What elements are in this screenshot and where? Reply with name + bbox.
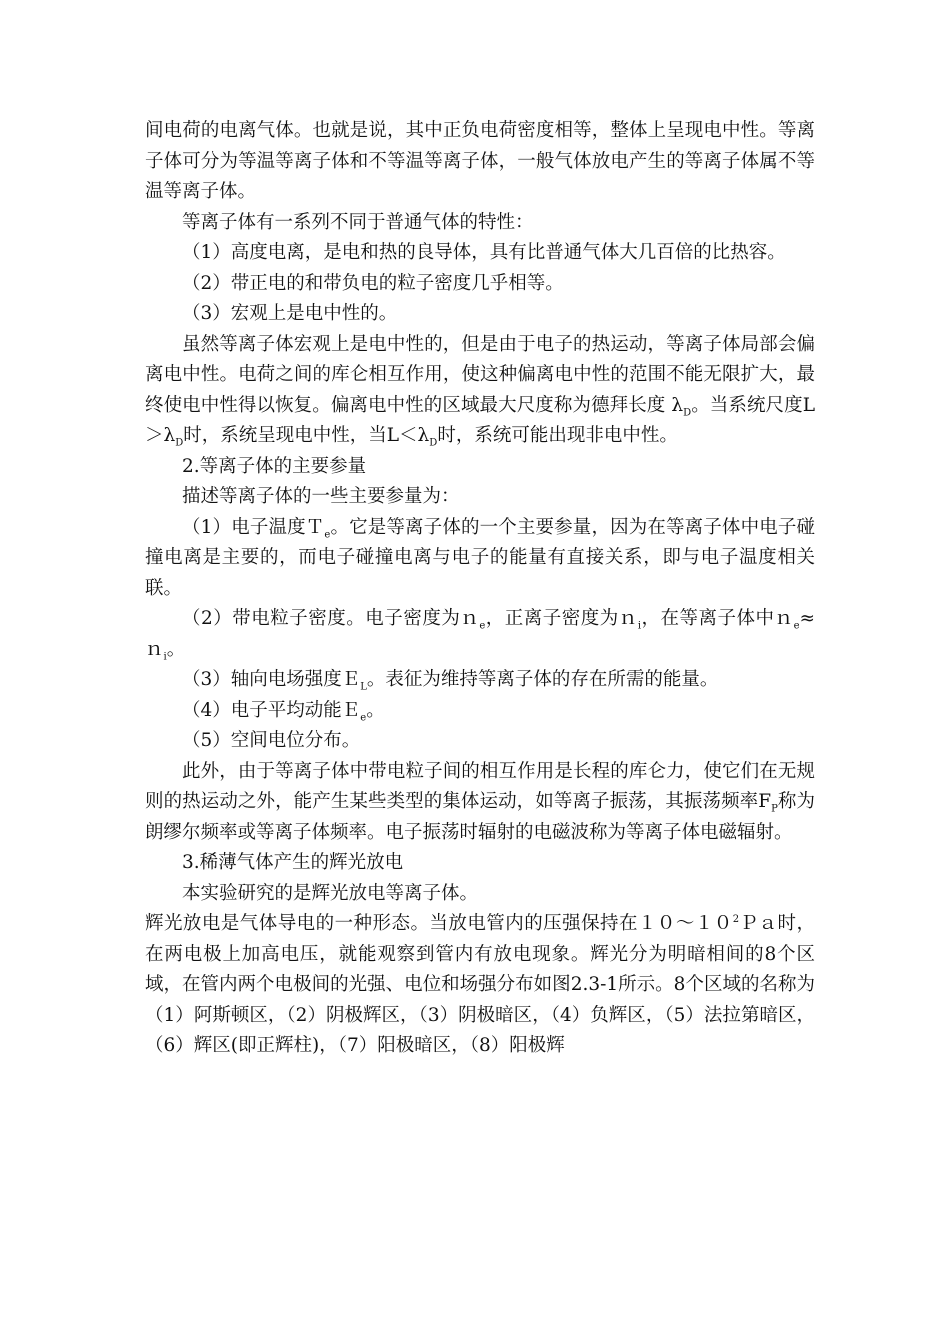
paragraph: 描述等离子体的一些主要参量为：: [182, 486, 460, 507]
list-item: （1）高度电离，是电和热的良导体，具有比普通气体大几百倍的比热容。: [182, 242, 786, 263]
text-run: 时，系统可能出现非电中性。: [437, 425, 678, 446]
paragraph: 本实验研究的是辉光放电等离子体。: [182, 882, 479, 904]
text-run: 称为朗缪尔频率或等离子体频率。电子振荡时辐射的电磁波称为等离子体电磁辐射。: [145, 791, 815, 843]
subscript: e: [360, 712, 367, 724]
list-item: （3）宏观上是电中性的。: [182, 303, 398, 324]
list-item: （2）带正电的和带负电的粒子密度几乎相等。: [182, 272, 564, 294]
paragraph-debye: [145, 330, 815, 452]
text-run: 辉光放电是气体导电的一种形态。当放电管内的压强保持在１０～１０: [145, 913, 733, 934]
subscript: i: [637, 620, 642, 632]
text-run: 此外，由于等离子体中带电粒子间的相互作用是长程的库仑力，使它们在无规则的热运动之外，能产生某些类型的集体运动，如等离子振荡，其振荡频率F: [145, 760, 815, 812]
superscript: 2: [732, 913, 740, 925]
section-heading: 2.等离子体的主要参量: [182, 455, 367, 477]
text-run: 。: [366, 699, 385, 721]
list-item: [145, 513, 815, 605]
text-run: 。表征为维持等离子体的存在所需的能量。: [366, 669, 719, 690]
paragraph: 等离子体有一系列不同于普通气体的特性：: [182, 211, 534, 233]
subscript: e: [324, 529, 331, 541]
section-heading: 3.稀薄气体产生的辉光放电: [182, 852, 404, 873]
text-run: 。: [166, 638, 186, 660]
text-run: ≈ｎ: [145, 608, 815, 660]
list-item: （5）空间电位分布。: [182, 730, 361, 751]
subscript: D: [683, 407, 692, 419]
document-body: [145, 116, 815, 1062]
text-run: Ｐａ时，在两电极上加高电压，就能观察到管内有放电现象。辉光分为明暗相间的8个区域，在管内两个电极间的光强、电位和场强分布如图2.3-1所示。8个区域的名称为（1）阿斯顿区，（2）阴极辉区，（3）阴极暗区，（4）负辉区，（5）法拉第暗区，（6）辉区(即正辉柱)，（7）阳极暗区，（8）阳极辉: [145, 913, 815, 1056]
text-run: （1）电子温度Ｔ: [182, 516, 325, 538]
text-run: ，正离子密度为ｎ: [485, 608, 638, 629]
subscript: L: [360, 681, 367, 693]
list-item: [145, 665, 815, 696]
list-item: [145, 604, 815, 665]
text-run: 。当系统尺度L＞λ: [145, 394, 815, 446]
subscript: D: [175, 437, 184, 449]
text-run: （3）轴向电场强度Ｅ: [182, 669, 361, 690]
subscript: D: [429, 437, 438, 449]
text-run: 时，系统呈现电中性，当L＜λ: [183, 425, 430, 446]
paragraph: 间电荷的电离气体。也就是说，其中正负电荷密度相等，整体上呈现电中性。等离子体可分为等温等离子体和不等温等离子体，一般气体放电产生的等离子体属不等温等离子体。: [145, 120, 815, 202]
paragraph-glow-discharge: [145, 909, 815, 1062]
text-run: （2）带电粒子密度。电子密度为ｎ: [182, 608, 480, 629]
text-run: 虽然等离子体宏观上是电中性的，但是由于电子的热运动，等离子体局部会偏离电中性。电荷之间的库仑相互作用，使这种偏离电中性的范围不能无限扩大，最终使电中性得以恢复。偏离电中性的区域最大尺度称为德拜长度 λ: [145, 333, 815, 416]
list-item: [145, 696, 815, 727]
text-run: （4）电子平均动能Ｅ: [182, 699, 361, 721]
paragraph: [145, 757, 815, 849]
subscript: i: [163, 651, 167, 663]
text-run: ，在等离子体中ｎ: [641, 608, 794, 629]
text-run: 。它是等离子体的一个主要参量，因为在等离子体中电子碰撞电离是主要的，而电子碰撞电离与电子的能量有直接关系，即与电子温度相关联。: [145, 516, 815, 599]
subscript: P: [771, 803, 778, 815]
subscript: e: [793, 620, 800, 632]
subscript: e: [479, 620, 486, 632]
